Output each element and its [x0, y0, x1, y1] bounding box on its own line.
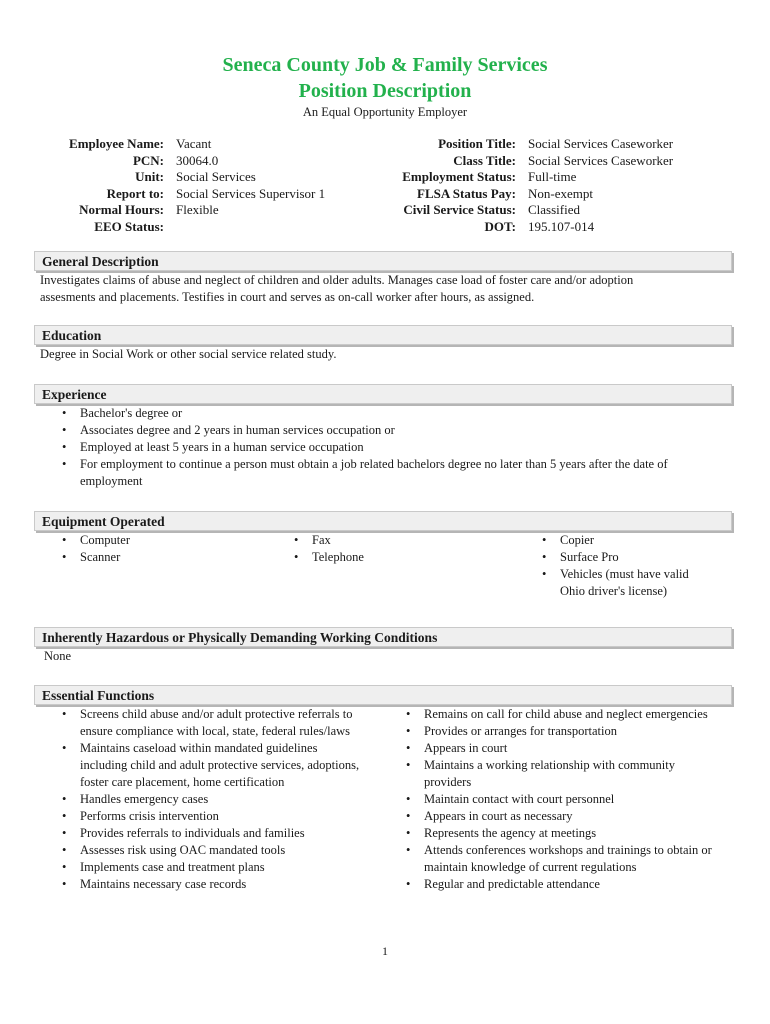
info-label: PCN:	[132, 152, 164, 168]
info-value: Social Services Caseworker	[528, 152, 674, 168]
section-heading: Essential Functions	[34, 685, 732, 705]
info-label: Report to:	[106, 185, 164, 201]
section-heading: Inherently Hazardous or Physically Demanding Working Conditions	[34, 627, 732, 647]
list-item: • Implements case and treatment plans	[34, 859, 360, 876]
info-label: Employment Status:	[402, 169, 516, 184]
document-title: Position Description	[298, 80, 472, 102]
info-row-class-title	[380, 153, 673, 170]
description-line: Investigates claims of abuse and neglect of children and older adults. Manages case load of foster care and/or adoption	[40, 273, 634, 287]
info-row-report-to	[40, 186, 325, 203]
org-title: Seneca County Job & Family Services	[222, 54, 548, 76]
list-item: • Scanner	[34, 549, 266, 566]
info-row-dot	[380, 219, 673, 236]
equipment-section	[34, 511, 732, 600]
info-value: Social Services	[176, 169, 256, 184]
info-row-eeo-status	[40, 219, 325, 236]
essential-columns	[34, 705, 732, 893]
info-value: 195.107-014	[528, 218, 595, 234]
info-value: Flexible	[176, 202, 219, 217]
info-value: Vacant	[176, 136, 212, 151]
section-heading: Equipment Operated	[34, 511, 732, 531]
info-label: Employee Name:	[69, 136, 164, 151]
list-item: • Maintain contact with court personnel	[378, 791, 720, 808]
employee-info-right	[380, 136, 673, 235]
equipment-list-2	[266, 532, 514, 600]
section-body: Degree in Social Work or other social service related study.	[40, 347, 337, 361]
list-item: • Maintains a working relationship with community providers	[378, 757, 720, 791]
list-item: • Fax	[266, 532, 514, 549]
info-label: Normal Hours:	[79, 202, 164, 217]
list-item: • For employment to continue a person must obtain a job related bachelors degree no later than 5 years after the date of employment	[34, 456, 722, 490]
list-item: • Surface Pro	[514, 549, 724, 566]
info-value: Classified	[528, 202, 580, 217]
list-item: • Provides referrals to individuals and families	[34, 825, 360, 842]
info-label: Unit:	[135, 169, 164, 184]
essential-functions-section	[34, 685, 732, 893]
info-label: Position Title:	[438, 136, 516, 151]
section-heading: General Description	[34, 251, 732, 271]
list-item: • Provides or arranges for transportation	[378, 723, 720, 740]
section-heading: Education	[34, 325, 732, 345]
experience-list	[34, 404, 732, 490]
general-description-section	[34, 251, 732, 306]
hazardous-conditions-section	[34, 627, 732, 665]
essential-list-right	[378, 706, 728, 893]
section-heading: Experience	[34, 384, 732, 404]
info-row-pcn	[40, 153, 325, 170]
list-item: • Vehicles (must have valid Ohio driver's license)	[514, 566, 724, 600]
list-item: • Employed at least 5 years in a human service occupation	[34, 439, 722, 456]
info-row-civil-service	[380, 202, 673, 219]
info-row-normal-hours	[40, 202, 325, 219]
info-label: EEO Status:	[94, 218, 164, 234]
info-value: 30064.0	[176, 152, 219, 168]
list-item: • Remains on call for child abuse and neglect emergencies	[378, 706, 720, 723]
list-item: • Performs crisis intervention	[34, 808, 360, 825]
info-label: DOT:	[484, 218, 516, 234]
info-value: Full-time	[528, 169, 577, 184]
list-item: • Bachelor's degree or	[34, 405, 722, 422]
list-item: • Telephone	[266, 549, 514, 566]
info-value: Non-exempt	[528, 185, 593, 201]
info-label: Civil Service Status:	[403, 202, 516, 217]
essential-list-left	[34, 706, 378, 893]
list-item: • Represents the agency at meetings	[378, 825, 720, 842]
list-item: • Associates degree and 2 years in human services occupation or	[34, 422, 722, 439]
equipment-columns	[34, 531, 732, 600]
info-value	[164, 219, 176, 236]
section-body	[34, 271, 732, 306]
list-item: • Assesses risk using OAC mandated tools	[34, 842, 360, 859]
section-body: None	[44, 649, 72, 663]
list-item: • Appears in court	[378, 740, 720, 757]
list-item: • Appears in court as necessary	[378, 808, 720, 825]
info-label: FLSA Status Pay:	[417, 185, 516, 201]
description-line: assesments and placements. Testifies in court and serves as on-call worker after hours, as assigned.	[40, 290, 535, 304]
list-item: • Copier	[514, 532, 724, 549]
employee-info-left	[40, 136, 325, 235]
info-value: Social Services Caseworker	[528, 136, 674, 151]
list-item: • Computer	[34, 532, 266, 549]
info-label: Class Title:	[453, 152, 516, 168]
info-row-position-title	[380, 136, 673, 153]
experience-section	[34, 384, 732, 490]
info-row-employment-status	[380, 169, 673, 186]
info-row-employee-name	[40, 136, 325, 153]
list-item: • Handles emergency cases	[34, 791, 360, 808]
list-item: • Maintains caseload within mandated guidelines including child and adult protective services, adoptions, foster care placement, home certification	[34, 740, 360, 791]
info-value: Social Services Supervisor 1	[176, 185, 326, 201]
list-item: • Screens child abuse and/or adult protective referrals to ensure compliance with local, state, federal rules/laws	[34, 706, 360, 740]
equipment-list-1	[34, 532, 266, 600]
info-row-unit	[40, 169, 325, 186]
subtitle: An Equal Opportunity Employer	[302, 105, 468, 119]
list-item: • Regular and predictable attendance	[378, 876, 720, 893]
list-item: • Maintains necessary case records	[34, 876, 360, 893]
page-number: 1	[382, 944, 388, 958]
list-item: • Attends conferences workshops and trainings to obtain or maintain knowledge of current regulations	[378, 842, 720, 876]
info-row-flsa-status	[380, 186, 673, 203]
equipment-list-3	[514, 532, 724, 600]
education-section	[34, 325, 732, 363]
